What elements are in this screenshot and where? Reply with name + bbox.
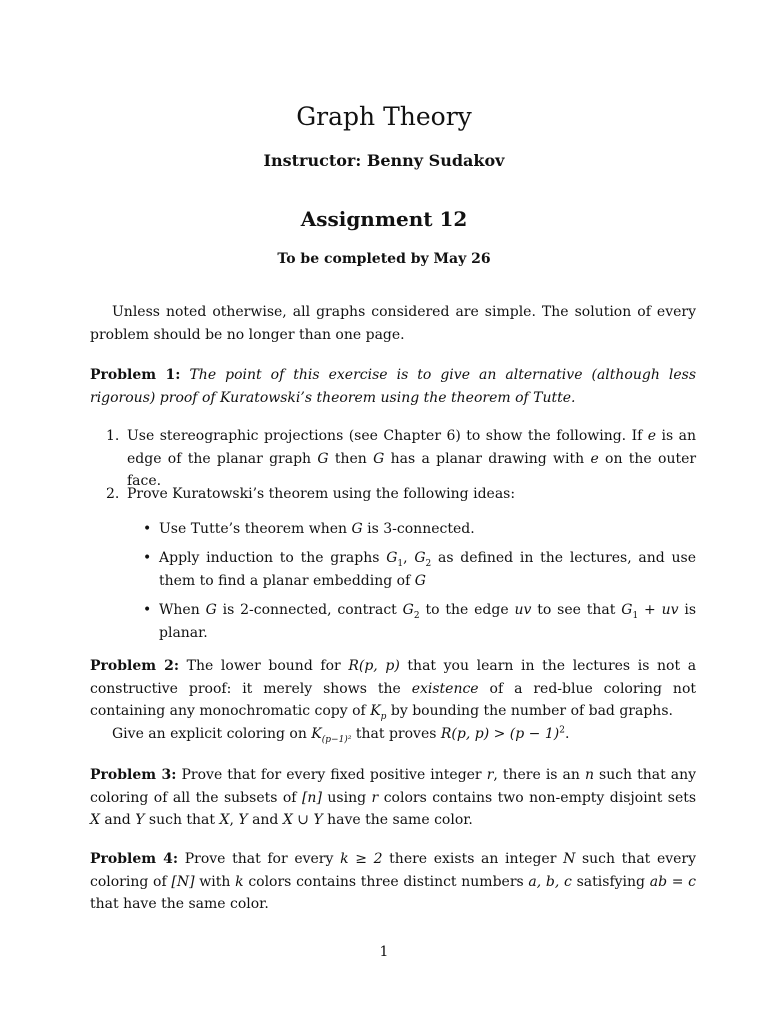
bullet-text: Use Tutte’s theorem when G is 3-connected.	[159, 521, 475, 537]
list-item-text: Prove Kuratowski’s theorem using the following ideas:	[127, 486, 516, 502]
document-title: Graph Theory	[296, 102, 472, 131]
bullet-icon: •	[143, 521, 152, 537]
page-number: 1	[379, 944, 389, 960]
intro-paragraph: Unless noted otherwise, all graphs considered are simple. The solution of every problem should be no longer than one page.	[90, 304, 696, 343]
bullet-text: When G is 2-connected, contract $G_2$ to the edge uv to see that $G_1$ + uv is planar.	[159, 602, 697, 641]
problem-1	[90, 364, 696, 409]
list-number: 2.	[106, 486, 120, 502]
list-item-text: Use stereographic projections (see Chapter 6) to show the following. If e is an edge of the planar graph G then G has a planar drawing with e on the outer face.	[127, 428, 697, 489]
list-number: 1.	[106, 428, 120, 444]
problem-2-label: Problem 2:	[90, 658, 180, 674]
problem-4-label: Problem 4:	[90, 851, 179, 867]
bullet-icon: •	[143, 602, 152, 618]
problem-1-label: Problem 1:	[90, 367, 181, 383]
problem-2-continuation: Give an explicit coloring on $K_{(p-1)^2}$ that proves R(p, $p) > (p - 1)^2$.	[112, 724, 570, 745]
problem-4: Problem 4: Prove that for every k ≥ 2 there exists an integer N such that every coloring of [N] with k colors contains three distinct numbers a, b, c satisfying ab = c that have the same color.	[90, 851, 697, 912]
problem-3-label: Problem 3:	[90, 767, 177, 783]
problem-1-text: The point of this exercise is to give an alternative (although less rigorous) proof of Kuratowski’s theorem using the theorem of Tutte.	[90, 367, 696, 406]
problem-2: Problem 2: The lower bound for R(p, p) that you learn in the lectures is not a constructive proof: it merely shows the existence of a red-blue coloring not containing any monochromatic copy of $K_p$ by bounding the number of bad graphs. Give an explicit coloring on $K_{(p-1)^2}$ that proves R(p, $p) > (p - 1)^2$.	[90, 658, 697, 745]
assignment-heading: Assignment 12	[300, 207, 468, 231]
due-date: To be completed by May 26	[277, 251, 491, 267]
problem-3: Problem 3: Prove that for every fixed positive integer r, there is an n such that any coloring of all the subsets of [n] using r colors contains two non-empty disjoint sets X and Y such that X, Y and X ∪ Y have the same color.	[90, 767, 697, 828]
instructor-line: Instructor: Benny Sudakov	[263, 151, 505, 170]
bullet-text: Apply induction to the graphs $G_1$, $G_2$ as defined in the lectures, and use them to find a planar embedding of G	[159, 550, 696, 589]
bullet-icon: •	[143, 550, 152, 566]
